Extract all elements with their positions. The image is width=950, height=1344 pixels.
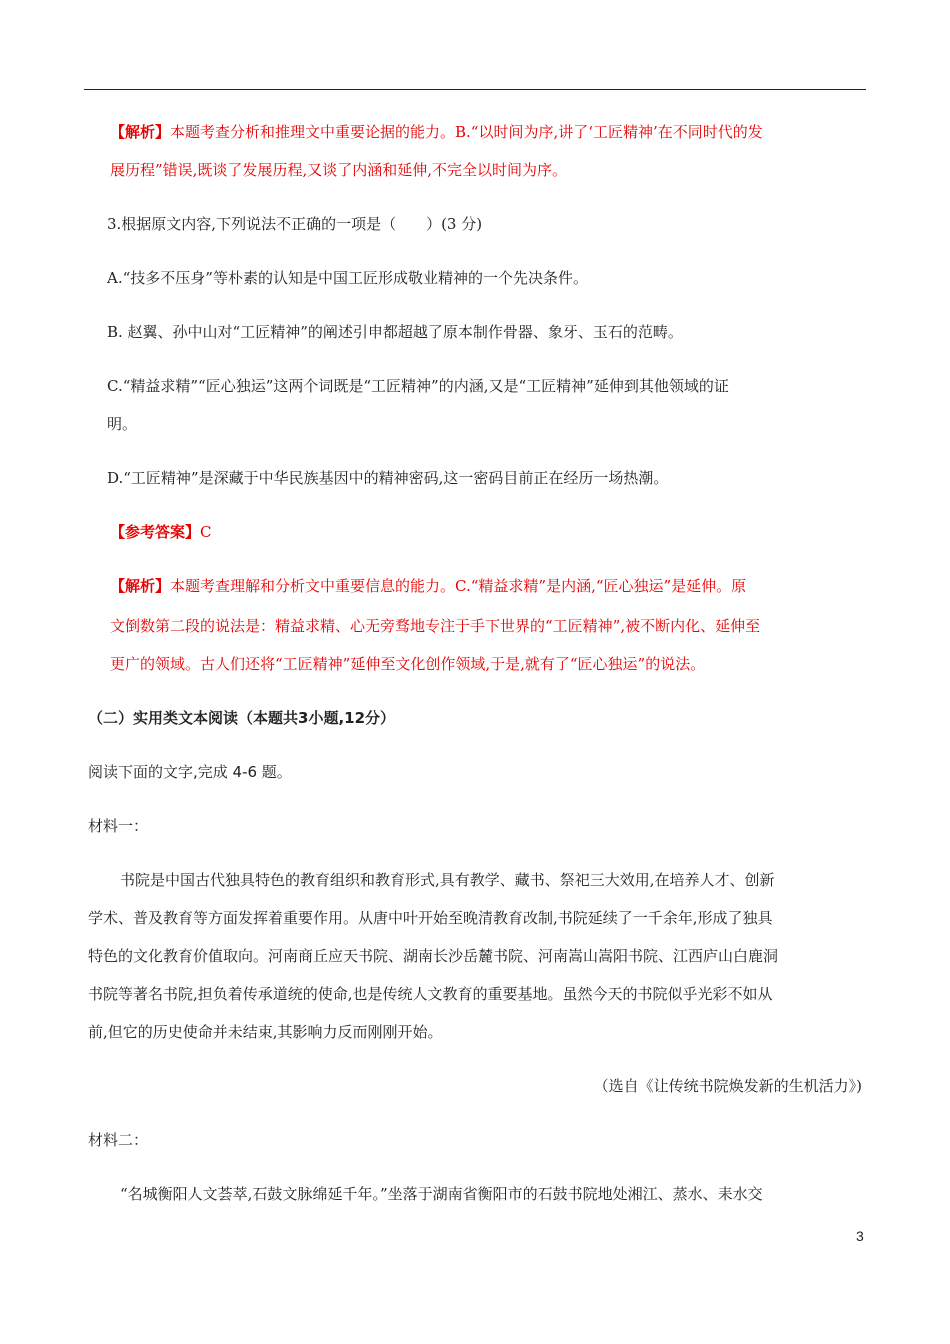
material-1-label: 材料一：: [88, 817, 149, 835]
analysis-tag: 【解析】: [110, 577, 171, 595]
analysis-text: 文倒数第二段的说法是：精益求精、心无旁骛地专注于手下世界的“工匠精神”,被不断内化、延伸至: [110, 617, 761, 635]
section-instruction: 阅读下面的文字,完成 4-6 题。: [88, 763, 292, 781]
paragraph-line: “名城衡阳人文荟萃,石鼓文脉绵延千年。”坐落于湖南省衡阳市的石鼓书院地处湘江、蒸水、耒水交: [120, 1185, 763, 1203]
option-d: D.“工匠精神”是深藏于中华民族基因中的精神密码,这一密码目前正在经历一场热潮。: [107, 469, 669, 487]
page-number: 3: [856, 1228, 864, 1244]
analysis-text: 展历程”错误,既谈了发展历程,又谈了内涵和延伸,不完全以时间为序。: [110, 161, 567, 179]
analysis-text: 本题考查分析和推理文中重要论据的能力。B.“以时间为序,讲了‘工匠精神’在不同时代的发: [170, 123, 763, 141]
option-a: A.“技多不压身”等朴素的认知是中国工匠形成敬业精神的一个先决条件。: [107, 269, 588, 287]
analysis-text: 更广的领域。古人们还将“工匠精神”延伸至文化创作领域,于是,就有了“匠心独运”的说法。: [110, 655, 706, 673]
analysis-tag: 【解析】: [110, 123, 171, 141]
analysis-text: 本题考查理解和分析文中重要信息的能力。C.“精益求精”是内涵,“匠心独运”是延伸。原: [170, 577, 747, 595]
section-title: （二）实用类文本阅读（本题共3小题,12分）: [88, 709, 396, 727]
paragraph-line: 特色的文化教育价值取向。河南商丘应天书院、湖南长沙岳麓书院、河南嵩山嵩阳书院、江西庐山白鹿洞: [88, 947, 779, 965]
question-stem: 3.根据原文内容,下列说法不正确的一项是（ ）(3 分): [107, 215, 483, 233]
material-1-source: （选自《让传统书院焕发新的生机活力》): [593, 1077, 862, 1095]
material-2-label: 材料二：: [88, 1131, 149, 1149]
paragraph-line: 书院是中国古代独具特色的教育组织和教育形式,具有教学、藏书、祭祀三大效用,在培养人才、创新: [120, 871, 775, 889]
paragraph-line: 前,但它的历史使命并未结束,其影响力反而刚刚开始。: [88, 1023, 443, 1041]
option-c: C.“精益求精”“匠心独运”这两个词既是“工匠精神”的内涵,又是“工匠精神”延伸到其他领域的证: [107, 377, 729, 395]
answer-tag: 【参考答案】: [110, 523, 201, 541]
option-b: B. 赵翼、孙中山对“工匠精神”的阐述引申都超越了原本制作骨器、象牙、玉石的范畴。: [107, 323, 683, 341]
paragraph-line: 学术、普及教育等方面发挥着重要作用。从唐中叶开始至晚清教育改制,书院延续了一千余年,形成了独具: [88, 909, 773, 927]
answer-value: C: [200, 523, 212, 541]
option-c-cont: 明。: [107, 415, 138, 433]
header-rule: [84, 89, 866, 90]
paragraph-line: 书院等著名书院,担负着传承道统的使命,也是传统人文教育的重要基地。虽然今天的书院似乎光彩不如从: [88, 985, 773, 1003]
